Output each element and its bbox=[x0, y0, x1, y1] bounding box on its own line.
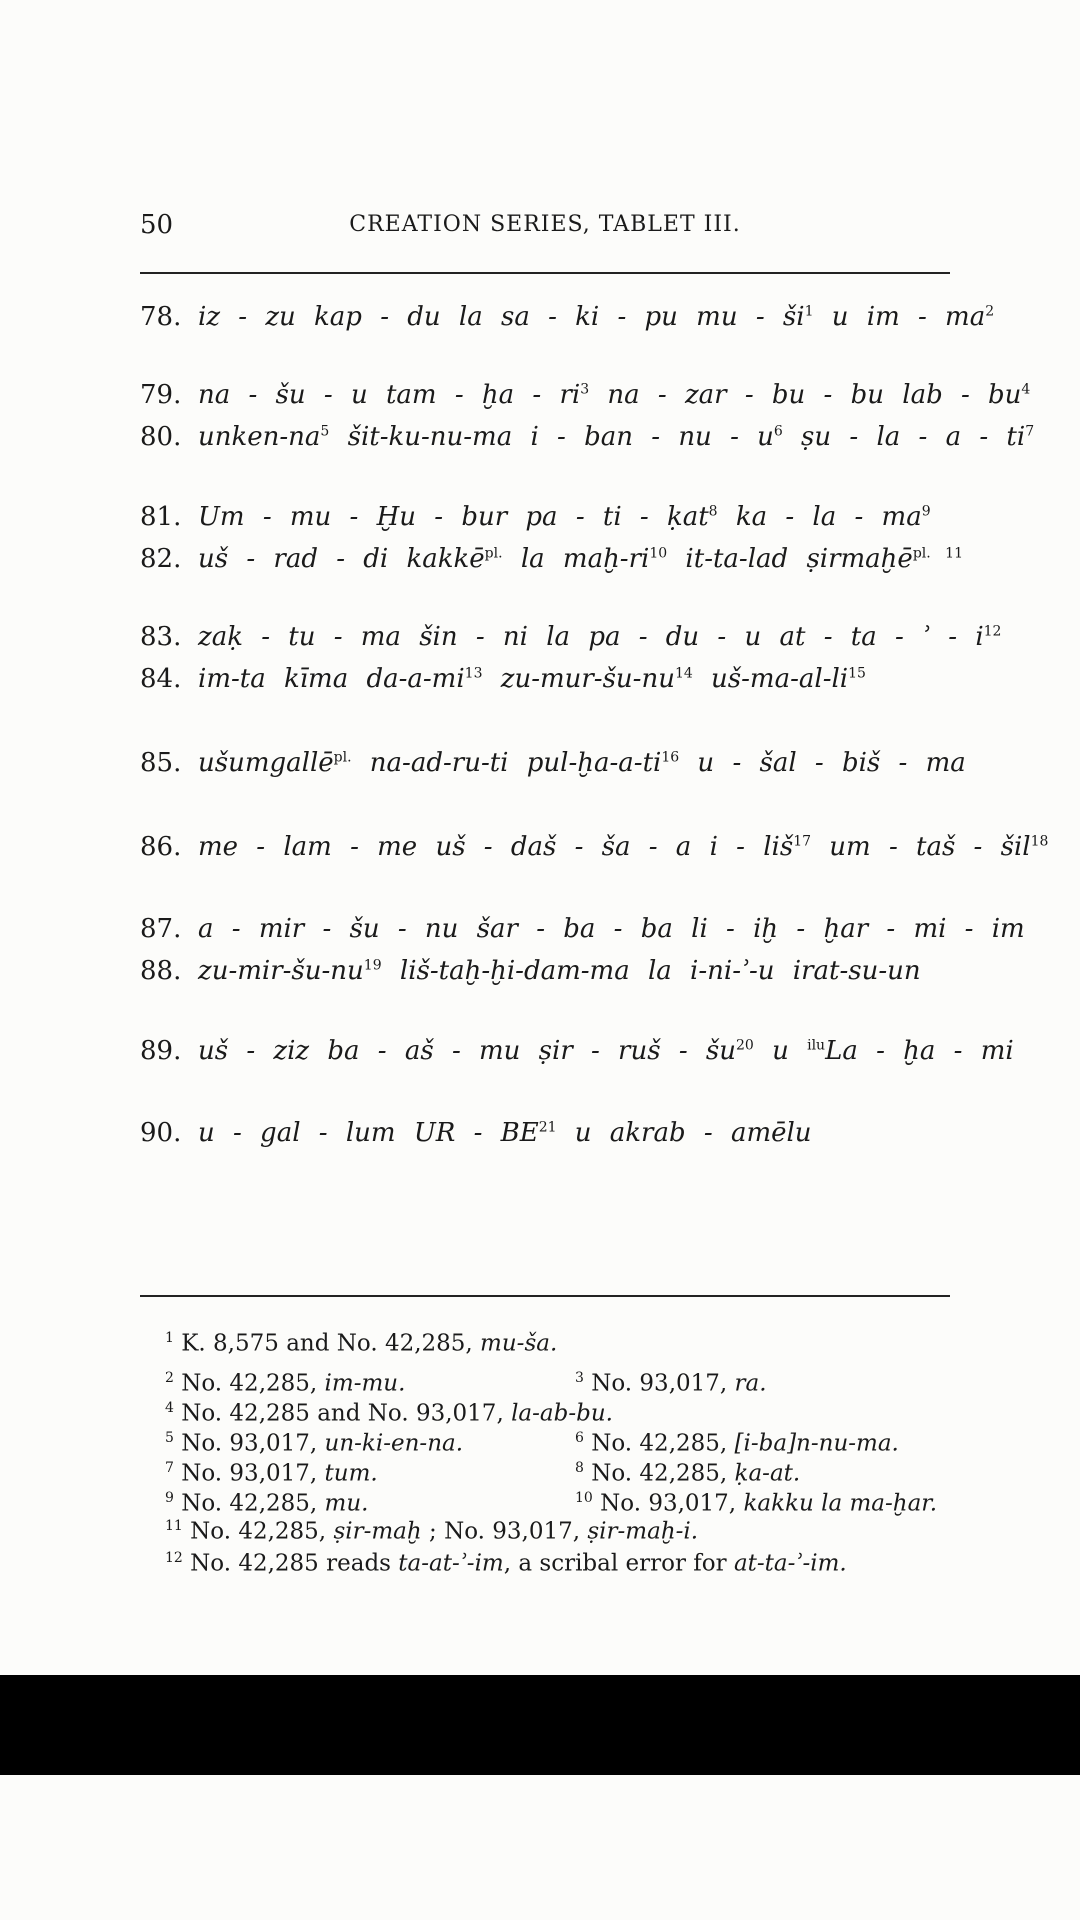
footnote: $^{10}$ No. 93,017, kakku la ma-ḫar. bbox=[575, 1490, 938, 1517]
line-number: 82. bbox=[140, 544, 182, 574]
text-line bbox=[140, 956, 950, 996]
text-line bbox=[140, 1118, 950, 1158]
line-number: 90. bbox=[140, 1118, 182, 1148]
footnote: $^7$ No. 93,017, tum. bbox=[165, 1460, 378, 1487]
line-text: zaḳ - tu - ma šin - ni la pa - du - u at - ta - ʾ - $i^{12}$ bbox=[198, 622, 1002, 652]
text-line bbox=[140, 302, 995, 342]
footnote: $^5$ No. 93,017, un-ki-en-na. bbox=[165, 1430, 464, 1457]
line-text: a - mir - šu - nu šar - ba - ba li - iḫ - ḫar - mi - im bbox=[198, 914, 1025, 944]
text-line bbox=[140, 914, 1025, 954]
header-rule bbox=[140, 272, 950, 274]
footnote: $^8$ No. 42,285, ḳa-at. bbox=[575, 1460, 801, 1487]
line-text: ušumgallē$^{pl.}$ na-ad-ru-ti pul-$ḫa-a-ti^{16}$ u - šal - biš - ma bbox=[198, 748, 966, 778]
line-text: unken-$na^5$ šit-ku-nu-ma i - ban - nu - $u^6$ ṣu - la - a - $ti^7$ bbox=[198, 422, 1035, 452]
footnote-rule bbox=[140, 1295, 950, 1297]
footnote: $^2$ No. 42,285, im-mu. bbox=[165, 1370, 406, 1397]
footnote: $^{12}$ No. 42,285 reads ta-at-ʾ-im, a scribal error for at-ta-ʾ-im. bbox=[165, 1550, 847, 1577]
line-text: na - šu - u tam - ḫa - $ri^3$ na - zar - bu - bu lab - $bu^4$ bbox=[198, 380, 1031, 410]
line-number: 83. bbox=[140, 622, 182, 652]
line-number: 87. bbox=[140, 914, 182, 944]
line-text: uš - rad - di kakkē$^{pl.}$ la maḫ-$ri^{10}$ it-ta-lad ṣirmaḫē$^{pl. 11}$ bbox=[198, 544, 963, 574]
line-number: 85. bbox=[140, 748, 182, 778]
line-number: 81. bbox=[140, 502, 182, 532]
line-number: 79. bbox=[140, 380, 182, 410]
text-line bbox=[140, 502, 950, 542]
text-line bbox=[140, 1036, 1014, 1076]
black-band bbox=[0, 1675, 1080, 1775]
line-text: im-ta kīma $da-a-mi^{13}$ $zu-mur-šu-nu^{14}$ $uš-ma-al-li^{15}$ bbox=[198, 664, 866, 694]
line-text: u - gal - lum UR - BE$^{21}$ u akrab - amēlu bbox=[198, 1118, 812, 1148]
text-line bbox=[140, 832, 1049, 872]
footnote: $^6$ No. 42,285, [i-ba]n-nu-ma. bbox=[575, 1430, 899, 1457]
line-number: 88. bbox=[140, 956, 182, 986]
line-number: 80. bbox=[140, 422, 182, 452]
line-text: iz - zu kap - du la sa - ki - pu mu - $ši^1$ u im - $ma^2$ bbox=[198, 302, 995, 332]
text-line bbox=[140, 664, 950, 704]
page-number: 50 bbox=[140, 210, 174, 240]
blank-margin bbox=[0, 1775, 1080, 1920]
footnote: $^4$ No. 42,285 and No. 93,017, la-ab-bu. bbox=[165, 1400, 613, 1427]
footnote: $^3$ No. 93,017, ra. bbox=[575, 1370, 767, 1397]
line-number: 78. bbox=[140, 302, 182, 332]
line-text: $zu-mir-šu-nu^{19}$ liš-taḫ-ḫi-dam-ma la i-ni-ʾ-u irat-su-un bbox=[198, 956, 921, 986]
footnote: $^{11}$ No. 42,285, ṣir-maḫ ; No. 93,017, ṣir-maḫ-i. bbox=[165, 1518, 699, 1545]
line-number: 86. bbox=[140, 832, 182, 862]
line-number: 84. bbox=[140, 664, 182, 694]
text-line bbox=[140, 622, 1002, 662]
footnote: $^9$ No. 42,285, mu. bbox=[165, 1490, 369, 1517]
page-header bbox=[140, 210, 950, 250]
line-number: 89. bbox=[140, 1036, 182, 1066]
line-text: Um - mu - Ḫu - bur pa - ti - ḳat$^8$ ka - la - $ma^9$ bbox=[198, 502, 931, 532]
footnote: $^1$ K. 8,575 and No. 42,285, mu-ša. bbox=[165, 1330, 558, 1357]
text-line bbox=[140, 544, 963, 584]
line-text: uš - ziz ba - aš - mu ṣir - ruš - $šu^{20}$ u $^{ilu}$La - ḫa - mi bbox=[198, 1036, 1014, 1066]
text-line bbox=[140, 748, 966, 788]
running-title: CREATION SERIES, TABLET III. bbox=[349, 212, 741, 237]
text-line bbox=[140, 422, 1035, 462]
line-text: me - lam - me uš - daš - ša - a i - liš$^{17}$ um - taš - šil$^{18}$ bbox=[198, 832, 1049, 862]
text-line bbox=[140, 380, 1031, 420]
